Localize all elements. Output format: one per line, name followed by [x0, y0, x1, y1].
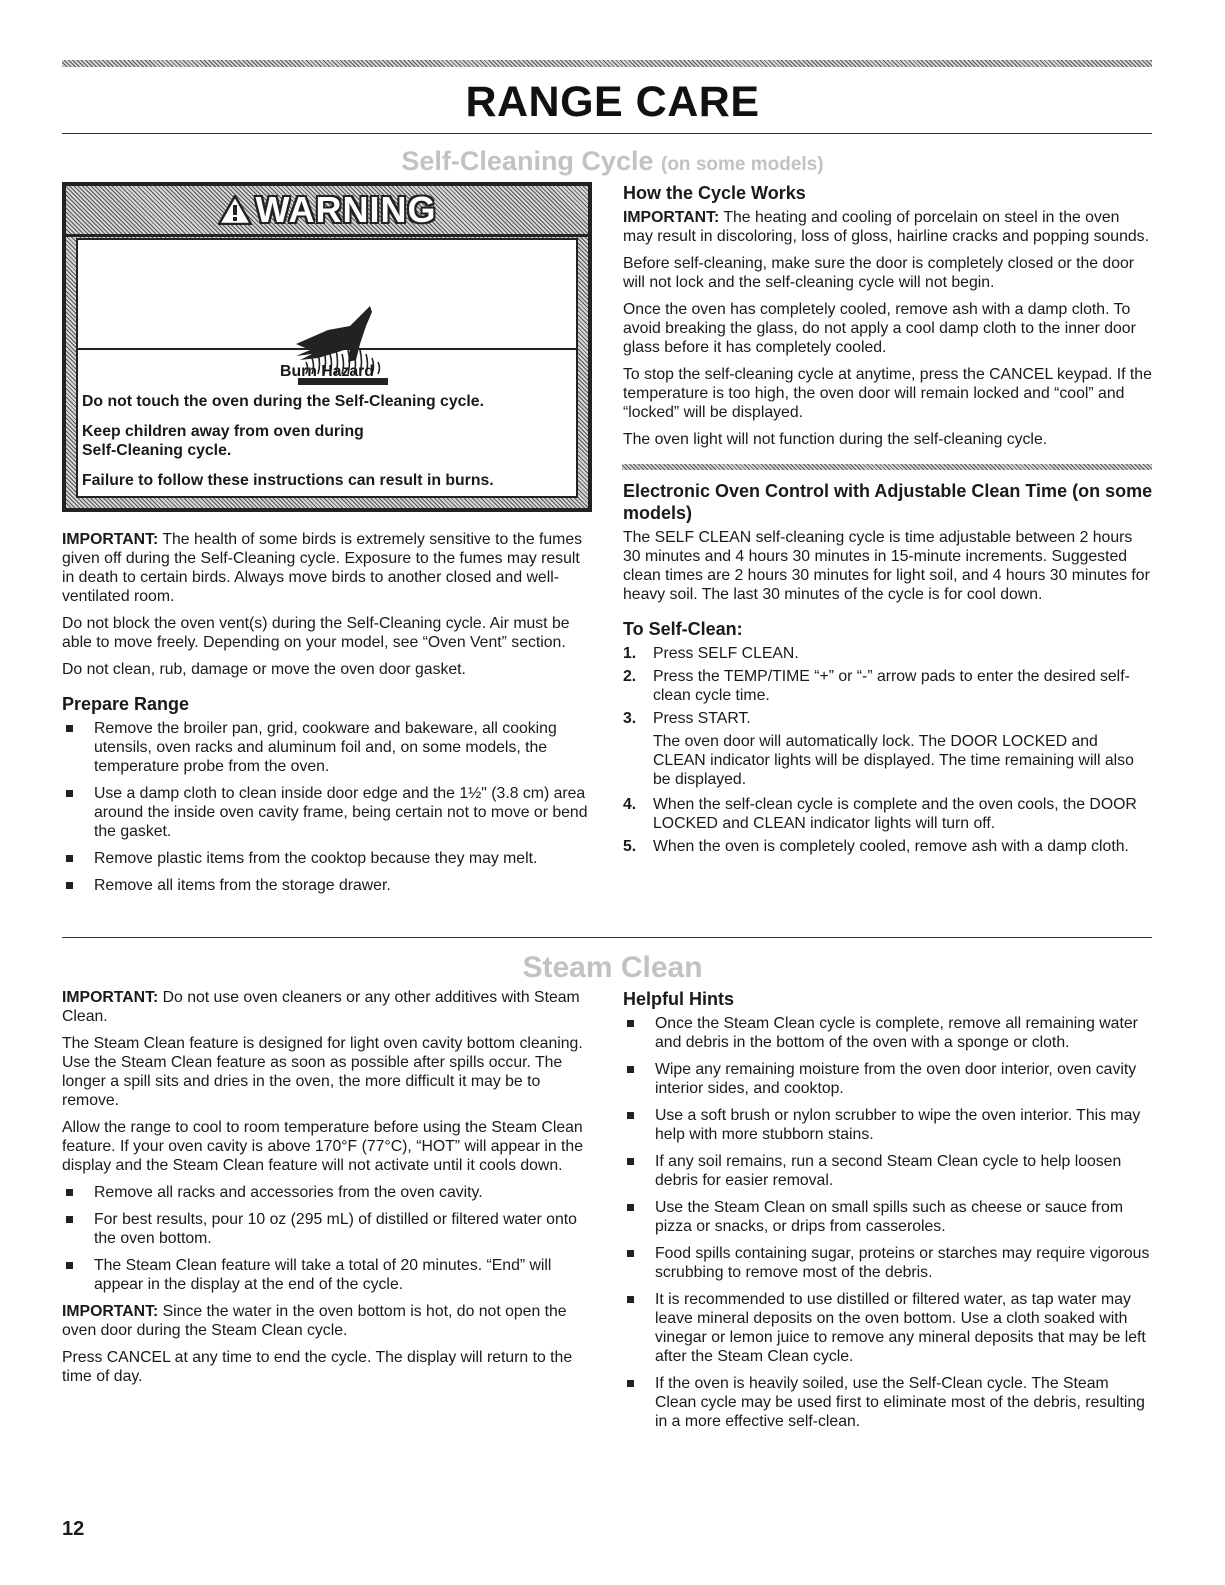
- helpful-hints-heading: Helpful Hints: [623, 989, 734, 1009]
- self-cleaning-right-column: [623, 182, 1153, 457]
- list-item: Remove all racks and accessories from the oven cavity.: [62, 1183, 594, 1202]
- steam-important: [62, 988, 594, 1026]
- list-item: Use a soft brush or nylon scrubber to wipe the oven interior. This may help with more stubborn stains.: [623, 1106, 1153, 1144]
- list-item: The Steam Clean feature will take a total of 20 minutes. “End” will appear in the display at the end of the cycle.: [62, 1256, 594, 1294]
- self-clean-steps: [623, 644, 1153, 728]
- prepare-range-list: [62, 719, 594, 895]
- step-text: When the self-clean cycle is complete and the oven cools, the DOOR LOCKED and CLEAN indicator lights will turn off.: [653, 796, 1137, 832]
- list-item: Wipe any remaining moisture from the oven door interior, oven cavity interior sides, and cooktop.: [623, 1060, 1153, 1098]
- list-item: Food spills containing sugar, proteins or starches may require vigorous scrubbing to remove most of the debris.: [623, 1244, 1153, 1282]
- important-label: IMPORTANT:: [623, 209, 720, 226]
- helpful-hints-list: [623, 1014, 1153, 1431]
- header-hatch-bar: [62, 60, 1152, 67]
- warning-line-1: Do not touch the oven during the Self-Cleaning cycle.: [82, 393, 484, 410]
- step-number: 2.: [623, 668, 637, 685]
- self-cleaning-left-column: [62, 530, 594, 903]
- steam-cancel-text: Press CANCEL at any time to end the cycle. The display will return to the time of day.: [62, 1349, 573, 1385]
- important-label: IMPORTANT:: [62, 531, 159, 548]
- how-paragraph-2: Once the oven has completely cooled, remove ash with a damp cloth. To avoid breaking the glass, do not apply a cool damp cloth to the inner door glass before it has completely cooled.: [623, 301, 1136, 356]
- list-item: Once the Steam Clean cycle is complete, remove all remaining water and debris in the bottom of the oven with a sponge or cloth.: [623, 1014, 1153, 1052]
- step-text: Press START.: [653, 710, 751, 727]
- prepare-range-heading: Prepare Range: [62, 694, 190, 714]
- important-label: IMPORTANT:: [62, 989, 159, 1006]
- eoc-text: The SELF CLEAN self-cleaning cycle is time adjustable between 2 hours 30 minutes and 4 hours 30 minutes in 15-minute increments. Suggested clean times are 2 hours 30 minutes for light soil, and 4 hours 30 minutes for heavy soil. The last 30 minutes of the cycle is for cool down.: [623, 529, 1150, 603]
- how-cycle-works-heading: How the Cycle Works: [623, 183, 806, 203]
- steam-important-2-text: Since the water in the oven bottom is hot, do not open the oven door during the Steam Clean cycle.: [62, 1303, 567, 1339]
- steam-important-2: [62, 1302, 594, 1340]
- self-cleaning-title-note: (on some models): [661, 154, 824, 175]
- birds-important: [62, 530, 594, 606]
- step-item: [623, 795, 1153, 833]
- eoc-heading: Electronic Oven Control with Adjustable Clean Time (on some models): [623, 481, 1153, 523]
- step-text: Press SELF CLEAN.: [653, 645, 799, 662]
- step-3-note: The oven door will automatically lock. The DOOR LOCKED and CLEAN indicator lights will be displayed. The time remaining will also be displayed.: [653, 733, 1134, 788]
- warning-separator: [78, 348, 576, 350]
- step-text: When the oven is completely cooled, remove ash with a damp cloth.: [653, 838, 1129, 855]
- birds-important-text: The health of some birds is extremely sensitive to the fumes given off during the Self-Cleaning cycle. Exposure to the fumes may result in death to certain birds. Always move birds to another closed and well-ventilated room.: [62, 531, 583, 605]
- step-item: [623, 709, 1153, 728]
- warning-text: [82, 362, 572, 501]
- list-item: Use the Steam Clean on small spills such as cheese or sauce from pizza or snacks, or drips from casseroles.: [623, 1198, 1153, 1236]
- gasket-text: Do not clean, rub, damage or move the oven door gasket.: [62, 661, 466, 678]
- step-text: Press the TEMP/TIME “+” or “-” arrow pads to enter the desired self-clean cycle time.: [653, 668, 1130, 704]
- warning-triangle-icon: [218, 195, 252, 225]
- warning-banner: [66, 186, 588, 237]
- warning-line-2: [82, 422, 572, 460]
- step-number: 1.: [623, 645, 637, 662]
- how-important-text: The heating and cooling of porcelain on steel in the oven may result in discoloring, loss of gloss, hairline cracks and popping sounds.: [623, 209, 1149, 245]
- steam-clean-rule: [62, 937, 1152, 938]
- title-rule: [62, 133, 1152, 134]
- how-important: [623, 208, 1153, 246]
- step-number: 4.: [623, 796, 637, 813]
- warning-banner-text: WARNING: [255, 189, 437, 230]
- steam-paragraph-1: The Steam Clean feature is designed for light oven cavity bottom cleaning. Use the Steam Clean feature as soon as possible after spills occur. The longer a spill sits and dries in the oven, the more difficult it may be to remove.: [62, 1035, 583, 1109]
- list-item: If the oven is heavily soiled, use the Self-Clean cycle. The Steam Clean cycle may be used first to eliminate most of the debris, resulting in a more effective self-clean.: [623, 1374, 1153, 1431]
- eoc-column: [623, 478, 1153, 860]
- page-title: RANGE CARE: [465, 78, 760, 126]
- warning-line-3: Failure to follow these instructions can result in burns.: [82, 472, 494, 489]
- important-label: IMPORTANT:: [62, 1303, 159, 1320]
- list-item: If any soil remains, run a second Steam Clean cycle to help loosen debris for easier removal.: [623, 1152, 1153, 1190]
- self-cleaning-title-text: Self-Cleaning Cycle: [401, 146, 654, 176]
- section-hatch-divider: [622, 464, 1152, 470]
- step-item: [623, 644, 1153, 663]
- list-item: Remove the broiler pan, grid, cookware and bakeware, all cooking utensils, oven racks and aluminum foil and, on some models, the temperature probe from the oven.: [62, 719, 594, 776]
- list-item: It is recommended to use distilled or filtered water, as tap water may leave mineral deposits on the oven bottom. Use a cloth soaked with vinegar or lemon juice to remove any mineral deposits that may be left after the Steam Clean cycle.: [623, 1290, 1153, 1366]
- steam-paragraph-2: Allow the range to cool to room temperature before using the Steam Clean feature. If your oven cavity is above 170°F (77°C), “HOT” will appear in the display and the Steam Clean feature will not activate until it cools down.: [62, 1119, 583, 1174]
- list-item: Remove plastic items from the cooktop because they may melt.: [62, 849, 594, 868]
- how-paragraph-1: Before self-cleaning, make sure the door is completely closed or the door will not lock and the self-cleaning cycle will not begin.: [623, 255, 1135, 291]
- self-clean-steps-continued: [623, 795, 1153, 856]
- warning-hazard: Burn Hazard: [280, 363, 374, 380]
- to-self-clean-heading: To Self-Clean:: [623, 619, 743, 639]
- steam-clean-left-column: [62, 988, 594, 1394]
- list-item: For best results, pour 10 oz (295 mL) of distilled or filtered water onto the oven bottom.: [62, 1210, 594, 1248]
- step-number: 3.: [623, 710, 637, 727]
- how-paragraph-4: The oven light will not function during the self-cleaning cycle.: [623, 431, 1048, 448]
- list-item: Remove all items from the storage drawer.: [62, 876, 594, 895]
- step-item: [623, 837, 1153, 856]
- warning-box: [62, 182, 592, 512]
- step-number: 5.: [623, 838, 637, 855]
- vent-text: Do not block the oven vent(s) during the Self-Cleaning cycle. Air must be able to move freely. Depending on your model, see “Oven Vent” section.: [62, 615, 570, 651]
- how-paragraph-3: To stop the self-cleaning cycle at anytime, press the CANCEL keypad. If the temperature is too high, the oven door will remain locked and “cool” and “locked” will be displayed.: [623, 366, 1152, 421]
- steam-clean-right-column: [623, 988, 1153, 1439]
- steam-steps-list: [62, 1183, 594, 1294]
- warning-line-2b: Self-Cleaning cycle.: [82, 442, 232, 459]
- list-item: Use a damp cloth to clean inside door edge and the 1½" (3.8 cm) area around the inside oven cavity frame, being certain not to move or bend the gasket.: [62, 784, 594, 841]
- page-number: 12: [62, 1518, 85, 1540]
- steam-clean-title: Steam Clean: [522, 951, 703, 984]
- steam-important-text: Do not use oven cleaners or any other additives with Steam Clean.: [62, 989, 580, 1025]
- warning-line-2a: Keep children away from oven during: [82, 423, 364, 440]
- step-item: [623, 667, 1153, 705]
- self-cleaning-title: [0, 146, 1225, 177]
